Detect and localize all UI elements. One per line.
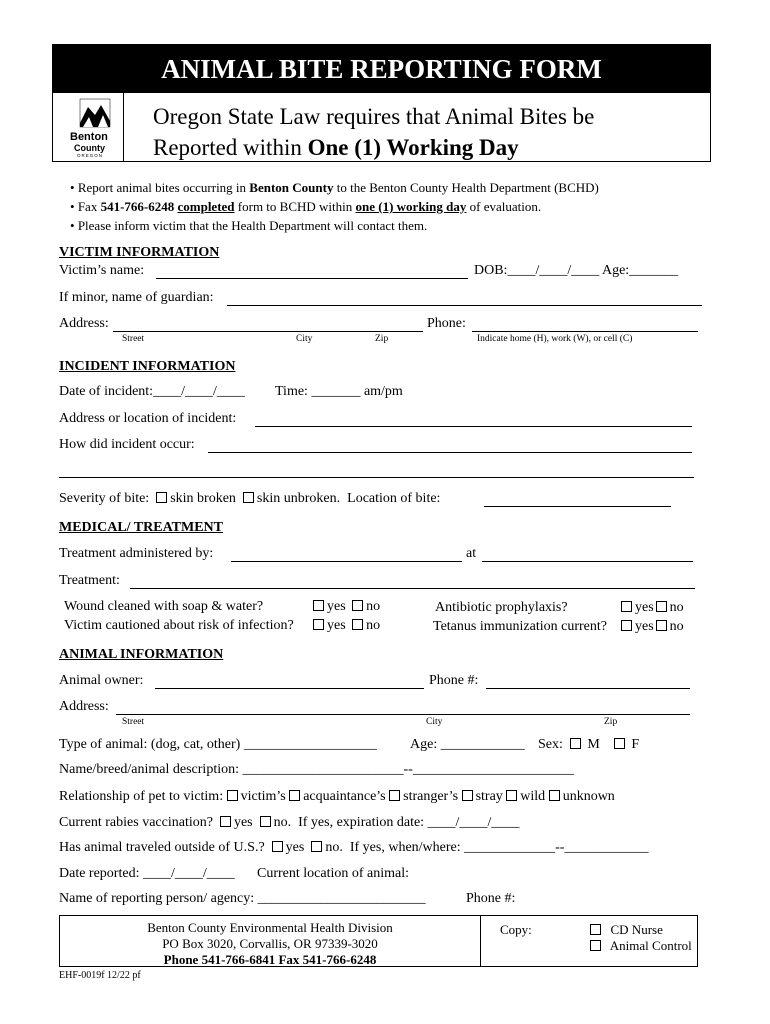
guardian-field[interactable]	[227, 305, 702, 306]
antibiotic-options: yes no	[621, 600, 684, 616]
severity-label: Severity of bite:	[59, 491, 150, 506]
treatment-admin-field[interactable]	[231, 561, 462, 562]
copy-cd-nurse-checkbox[interactable]	[590, 924, 601, 935]
animal-owner-field[interactable]	[155, 688, 424, 689]
bullet-2: • Fax 541-766-6248 completed form to BCHD within one (1) working day of evaluation.	[70, 199, 542, 214]
rel-wild-checkbox[interactable]	[506, 790, 517, 801]
wound-yes-checkbox[interactable]	[313, 600, 324, 611]
tetanus-options: yes no	[621, 619, 684, 635]
form-header	[52, 44, 711, 162]
wound-cleaned-label: Wound cleaned with soap & water?	[64, 599, 264, 614]
antibiotic-yes-checkbox[interactable]	[621, 601, 632, 612]
dob-age-field[interactable]: DOB:____/____/____ Age:_______	[474, 263, 679, 278]
org-name: Benton County Environmental Health Division	[147, 920, 393, 935]
skin-broken-checkbox[interactable]	[156, 492, 167, 503]
rel-strangers-checkbox[interactable]	[389, 790, 400, 801]
animal-age-field[interactable]: Age: ____________	[410, 737, 525, 752]
at-label: at	[466, 546, 477, 561]
rel-victims-checkbox[interactable]	[227, 790, 238, 801]
animal-owner-label: Animal owner:	[59, 673, 144, 688]
traveled-when-field[interactable]: If yes, when/where: _____________--____________	[349, 840, 649, 855]
treatment-label: Treatment:	[59, 573, 120, 588]
rel-unknown-checkbox[interactable]	[549, 790, 560, 801]
owner-phone-label: Phone #:	[429, 673, 479, 688]
subtitle-line1: Oregon State Law requires that Animal Bites be	[153, 104, 595, 129]
antibiotic-no-checkbox[interactable]	[656, 601, 667, 612]
org-address: PO Box 3020, Corvallis, OR 97339-3020	[162, 936, 378, 951]
rabies-expiration-field[interactable]: If yes, expiration date: ____/____/____	[298, 815, 520, 830]
copy-label: Copy:	[500, 922, 532, 937]
victim-phone-field[interactable]	[472, 331, 698, 332]
how-occur-field-line2[interactable]	[59, 477, 694, 478]
form-code: EHF-0019f 12/22 pf	[59, 970, 141, 981]
bite-location-label: Location of bite:	[347, 491, 441, 506]
benton-county-logo	[53, 93, 124, 161]
reporting-person-field[interactable]: Name of reporting person/ agency: ________________________	[59, 891, 426, 906]
phone-hint: Indicate home (H), work (W), or cell (C)	[477, 334, 633, 344]
current-location-label: Current location of animal:	[257, 866, 410, 881]
rel-stray-checkbox[interactable]	[462, 790, 473, 801]
copy-animal-control-checkbox[interactable]	[590, 940, 601, 951]
sex-f-checkbox[interactable]	[614, 738, 625, 749]
tetanus-label: Tetanus immunization current?	[433, 619, 607, 634]
cautioned-label: Victim cautioned about risk of infection?	[64, 618, 294, 633]
antibiotic-label: Antibiotic prophylaxis?	[435, 600, 568, 615]
reporting-phone-label: Phone #:	[466, 891, 516, 906]
date-reported-field[interactable]: Date reported: ____/____/____	[59, 866, 235, 881]
cautioned-options: yes no	[313, 618, 380, 634]
cautioned-no-checkbox[interactable]	[352, 619, 363, 630]
subtitle-bold: One (1) Working Day	[307, 135, 519, 160]
rel-acquaintances-checkbox[interactable]	[289, 790, 300, 801]
rabies-no-checkbox[interactable]	[260, 816, 271, 827]
traveled-no-checkbox[interactable]	[311, 841, 322, 852]
copy-options: CD Nurse Animal Control	[590, 922, 692, 954]
treatment-at-field[interactable]	[482, 561, 693, 562]
how-occur-field[interactable]	[208, 452, 692, 453]
victim-name-field[interactable]	[156, 278, 468, 279]
org-phone-fax: Phone 541-766-6841 Fax 541-766-6248	[163, 952, 377, 967]
animal-city-hint: City	[426, 717, 443, 727]
incident-address-field[interactable]	[255, 426, 692, 427]
severity-row: Severity of bite: skin broken skin unbroken. Location of bite:	[59, 491, 441, 506]
subtitle-line2: Reported within One (1) Working Day	[153, 135, 519, 160]
how-occur-label: How did incident occur:	[59, 437, 195, 452]
logo-text-benton: Benton	[70, 131, 108, 143]
skin-unbroken-checkbox[interactable]	[243, 492, 254, 503]
sex-m-checkbox[interactable]	[570, 738, 581, 749]
logo-text-oregon: OREGON	[77, 153, 104, 158]
org-contact	[60, 920, 480, 968]
wound-cleaned-options: yes no	[313, 599, 380, 615]
incident-time-field[interactable]: Time: _______ am/pm	[275, 384, 403, 399]
header-subtitle	[153, 101, 594, 163]
logo-text-county: County	[74, 143, 105, 153]
victim-name-label: Victim’s name:	[59, 263, 145, 278]
medical-section-heading: MEDICAL/ TREATMENT	[59, 520, 224, 535]
animal-zip-hint: Zip	[604, 717, 618, 727]
cautioned-yes-checkbox[interactable]	[313, 619, 324, 630]
tetanus-yes-checkbox[interactable]	[621, 620, 632, 631]
treatment-field[interactable]	[130, 588, 695, 589]
victim-phone-label: Phone:	[427, 316, 466, 331]
tetanus-no-checkbox[interactable]	[656, 620, 667, 631]
animal-street-hint: Street	[122, 717, 145, 727]
rabies-row: Current rabies vaccination? yes no. If yes, expiration date: ____/____/____	[59, 815, 520, 830]
incident-section-heading: INCIDENT INFORMATION	[59, 359, 236, 374]
wound-no-checkbox[interactable]	[352, 600, 363, 611]
rabies-yes-checkbox[interactable]	[220, 816, 231, 827]
city-hint: City	[296, 334, 313, 344]
relationship-row: Relationship of pet to victim: victim’s acquaintance’s stranger’s stray wild unknown	[59, 789, 615, 804]
street-hint: Street	[122, 334, 145, 344]
traveled-yes-checkbox[interactable]	[272, 841, 283, 852]
victim-address-field[interactable]	[113, 331, 423, 332]
traveled-row: Has animal traveled outside of U.S.? yes no. If yes, when/where: _____________--____________	[59, 840, 649, 855]
bullet-1: • Report animal bites occurring in Benton County to the Benton County Health Department (BCHD)	[70, 180, 599, 195]
treatment-admin-label: Treatment administered by:	[59, 546, 214, 561]
guardian-label: If minor, name of guardian:	[59, 290, 214, 305]
victim-section-heading: VICTIM INFORMATION	[59, 245, 220, 260]
animal-sex-row: Sex: M F	[538, 737, 640, 752]
relationship-label: Relationship of pet to victim:	[59, 789, 224, 804]
animal-address-label: Address:	[59, 699, 109, 714]
bite-location-field[interactable]	[484, 506, 671, 507]
zip-hint: Zip	[375, 334, 389, 344]
footer-box	[59, 915, 698, 967]
incident-date-field[interactable]: Date of incident:____/____/____	[59, 384, 245, 399]
animal-address-field[interactable]	[116, 714, 690, 715]
animal-section-heading: ANIMAL INFORMATION	[59, 647, 224, 662]
bullet-3: • Please inform victim that the Health Department will contact them.	[70, 218, 428, 233]
instructions-list	[70, 178, 599, 235]
incident-address-label: Address or location of incident:	[59, 411, 237, 426]
owner-phone-field[interactable]	[486, 688, 690, 689]
victim-address-label: Address:	[59, 316, 109, 331]
animal-type-field[interactable]: Type of animal: (dog, cat, other) ___________________	[59, 737, 377, 752]
breed-description-field[interactable]: Name/breed/animal description: _______________________--_______________________	[59, 762, 574, 777]
form-title: ANIMAL BITE REPORTING FORM	[53, 45, 710, 93]
